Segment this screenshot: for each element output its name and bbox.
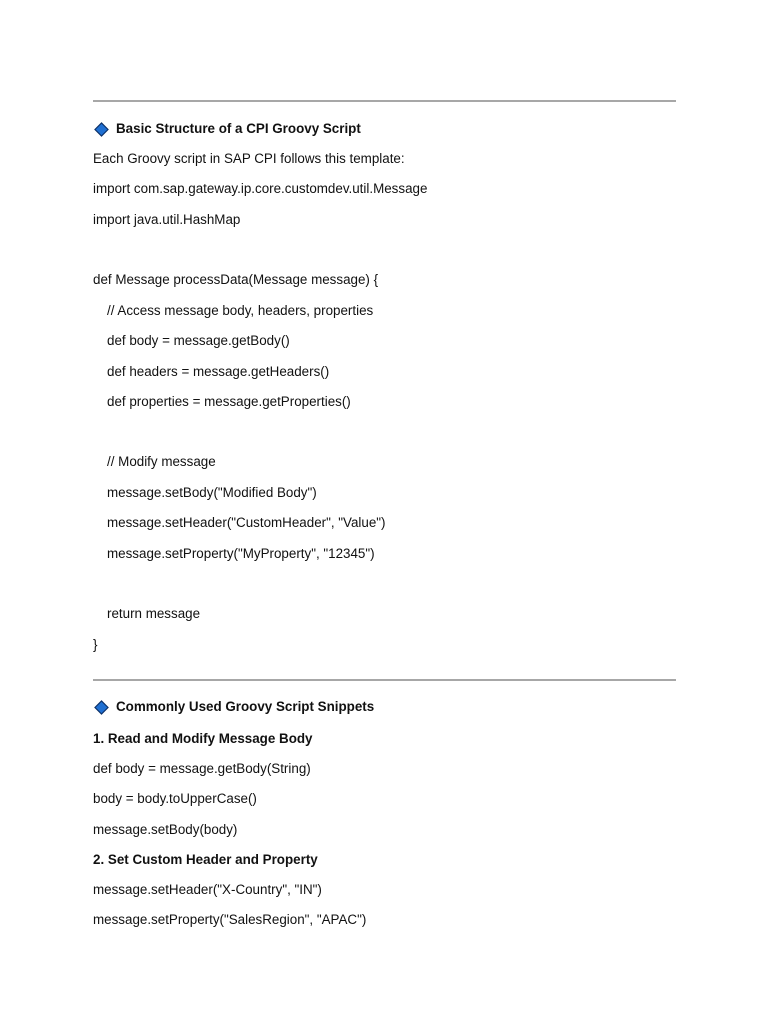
code-line-get-body: def body = message.getBody() <box>107 333 290 348</box>
intro-text: Each Groovy script in SAP CPI follows this template: <box>93 151 405 166</box>
section-heading-basic-structure <box>93 120 361 138</box>
code-line-import-hashmap: import java.util.HashMap <box>93 212 241 227</box>
code-line-closing-brace: } <box>93 637 98 652</box>
code-line-get-properties: def properties = message.getProperties() <box>107 394 351 409</box>
snippet-line: message.setProperty("SalesRegion", "APAC") <box>93 912 367 927</box>
code-line-comment-access: // Access message body, headers, properties <box>107 303 374 318</box>
code-line-import-message: import com.sap.gateway.ip.core.customdev.util.Message <box>93 181 428 196</box>
snippet-line: message.setHeader("X-Country", "IN") <box>93 882 322 897</box>
subheading-custom-header-property: 2. Set Custom Header and Property <box>93 852 318 867</box>
blue-diamond-icon <box>94 122 109 137</box>
code-line-comment-modify: // Modify message <box>107 454 216 469</box>
code-line-get-headers: def headers = message.getHeaders() <box>107 364 330 379</box>
subheading-read-modify-body: 1. Read and Modify Message Body <box>93 731 313 746</box>
section-heading-snippets <box>93 698 374 716</box>
blue-diamond-icon <box>94 700 109 715</box>
code-line-set-property: message.setProperty("MyProperty", "12345") <box>107 546 375 561</box>
code-line-function-def: def Message processData(Message message) { <box>93 272 379 287</box>
horizontal-rule-middle <box>93 679 676 681</box>
snippet-line: def body = message.getBody(String) <box>93 761 311 776</box>
code-line-set-body: message.setBody("Modified Body") <box>107 485 317 500</box>
code-line-return: return message <box>107 606 201 621</box>
section-heading-text: Basic Structure of a CPI Groovy Script <box>116 121 361 136</box>
snippet-line: body = body.toUpperCase() <box>93 791 257 806</box>
code-line-set-header: message.setHeader("CustomHeader", "Value") <box>107 515 386 530</box>
snippet-line: message.setBody(body) <box>93 822 238 837</box>
horizontal-rule-top <box>93 100 676 102</box>
section-heading-text: Commonly Used Groovy Script Snippets <box>116 699 375 714</box>
